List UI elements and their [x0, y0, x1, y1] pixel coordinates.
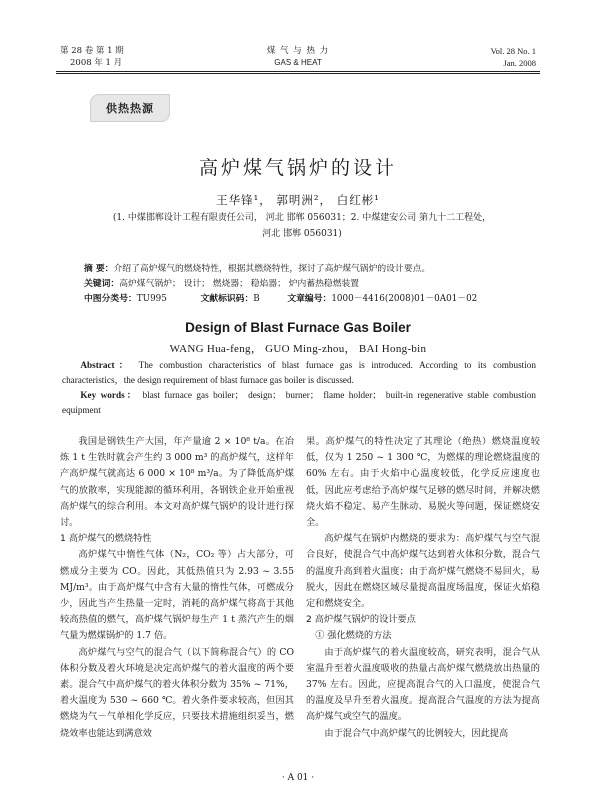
abstract-cn-label: 摘 要：: [84, 264, 114, 274]
keywords-cn-text: 高炉煤气锅炉； 设计； 燃烧器； 稳焰器； 炉内蓄热稳燃装置: [119, 279, 360, 289]
keywords-en-label: Key words：: [80, 390, 139, 400]
classification: [84, 292, 524, 307]
header-journal-en: GAS & HEAT: [274, 58, 322, 67]
body-column-left: [60, 434, 294, 742]
page-number: · A 01 ·: [281, 773, 315, 783]
body-paragraph: 由于高炉煤气的着火温度较高，研究表明，混合气从室温升至着火温度吸收的热量占高炉煤气燃烧放出热量的 37% 左右。因此，应提高混合气的入口温度，使混合气的温度及早升至着火温度。提高混合气温度的方法为提高高炉煤气或空气的温度。: [306, 646, 540, 723]
header-journal-cn: 煤 气 与 热 力: [266, 46, 330, 56]
body-paragraph: 果。高炉煤气的特性决定了其理论（绝热）燃烧温度较低，仅为 1 250 ~ 1 300 ℃，为燃煤的理论燃烧温度的 60% 左右。由于火焰中心温度较低，化学反应速度也低，因此应考虑给予高炉煤气足够的燃尽时间，并解决燃烧火焰不稳定、易产生脉动、易脱火等问题，保证燃烧安全。: [306, 436, 540, 529]
doc-code-value: B: [253, 294, 260, 304]
section-heading-2: 2 高炉煤气锅炉的设计要点: [306, 614, 416, 626]
article-number-label: 文章编号：: [287, 294, 332, 304]
header-date-en: Jan. 2008: [503, 58, 536, 68]
abstract-en-para: [62, 358, 536, 388]
body-column-right: [306, 434, 540, 742]
body-paragraph: 由于混合气中高炉煤气的比例较大，因此提高: [324, 727, 509, 739]
title-cn: 高炉煤气锅炉的设计: [198, 157, 397, 179]
header-volume-en: Vol. 28 No. 1: [490, 46, 536, 56]
section-heading-1: 1 高炉煤气的燃烧特性: [60, 533, 152, 545]
clc-label: 中图分类号：: [84, 294, 137, 304]
abstract-cn-text: 介绍了高炉煤气的燃烧特性，根据其燃烧特性，探讨了高炉煤气锅炉的设计要点。: [113, 264, 431, 274]
subsection-heading: ① 强化燃烧的方法: [315, 630, 392, 642]
affiliation-line-2: 河北 邯郸 056031): [262, 229, 342, 239]
abstract-en: [62, 358, 536, 418]
title-en: Design of Blast Furnace Gas Boiler: [185, 320, 411, 335]
header-right: [491, 45, 536, 69]
header-rule-bottom: [56, 73, 540, 74]
header-date-cn: 2008 年 1 月: [70, 58, 123, 68]
doc-code-label: 文献标识码：: [200, 294, 254, 304]
header-rule-top: [56, 71, 540, 72]
header-volume-cn: 第 28 卷 第 1 期: [60, 46, 124, 56]
affiliation: [72, 210, 532, 242]
keywords-en-text: blast furnace gas boiler； design； burner； flame holder； built-in regenerative stable combustion equipment: [62, 390, 537, 415]
abstract-cn: [84, 262, 524, 277]
keywords-en-para: [62, 388, 536, 418]
affiliation-line-1: (1. 中煤邯郸设计工程有限责任公司， 河北 邯郸 056031；2. 中煤建安公司 第九十二工程处，: [112, 213, 492, 223]
section-tag: 供热热源: [90, 94, 170, 122]
article-number-value: 1000－4416(2008)01－0A01－02: [331, 294, 478, 304]
keywords-cn-label: 关键词：: [84, 279, 120, 289]
abstract-en-label: Abstract：: [80, 360, 133, 370]
body-paragraph: 高炉煤气与空气的混合气（以下简称混合气）的 CO 体积分数及着火环境是决定高炉煤气的着火温度的两个要素。混合气中高炉煤气的着火体积分数为 35% ~ 71%，着火温度为 530 ~ 660 ℃。着火条件要求较高，但因其燃烧为气－气单相化学反应，只要技术措施组织妥当，燃烧效率也能达到满意效: [60, 646, 294, 739]
clc-value: TU995: [136, 294, 167, 304]
body-paragraph: 高炉煤气中惰性气体（N₂，CO₂ 等）占大部分，可燃成分主要为 CO。因此，其低热值只为 2.93 ~ 3.55 MJ/m³。由于高炉煤气中含有大量的惰性气体，可燃成分少，因此当产生热量一定时，消耗的高炉煤气将高于其他较高热值的燃气，高炉煤气锅炉每生产 1 t 蒸汽产生的烟气量为燃煤锅炉的 1.7 倍。: [60, 549, 294, 642]
keywords-cn: [84, 277, 524, 292]
authors-cn: 王华锋¹， 郭明洲²， 白红彬¹: [216, 193, 380, 207]
body-paragraph: 高炉煤气在锅炉内燃烧的要求为：高炉煤气与空气混合良好，使混合气中高炉煤气达到着火体积分数，混合气的温度升高到着火温度；由于高炉煤气燃烧不易回火，易脱火，因此在燃烧区域尽量提高温度场温度，保证火焰稳定和燃烧安全。: [306, 533, 540, 610]
body-paragraph: 我国是钢铁生产大国，年产量逾 2 × 10⁸ t/a。在冶炼 1 t 生铁时就会产生约 3 000 m³ 的高炉煤气，这样年产高炉煤气就高达 6 000 × 10⁸ m³/a。为了降低高炉煤气的放散率，实现能源的循环利用，各钢铁企业开始重视高炉煤气的综合利用。本文对高炉煤气锅炉的设计进行探讨。: [60, 436, 294, 529]
authors-en: WANG Hua-feng， GUO Ming-zhou， BAI Hong-bin: [169, 343, 427, 355]
abstract-en-text: The combustion characteristics of blast furnace gas is introduced. According to its combustion characteristics，the design requirement of blast furnace gas boiler is discussed.: [62, 360, 536, 385]
